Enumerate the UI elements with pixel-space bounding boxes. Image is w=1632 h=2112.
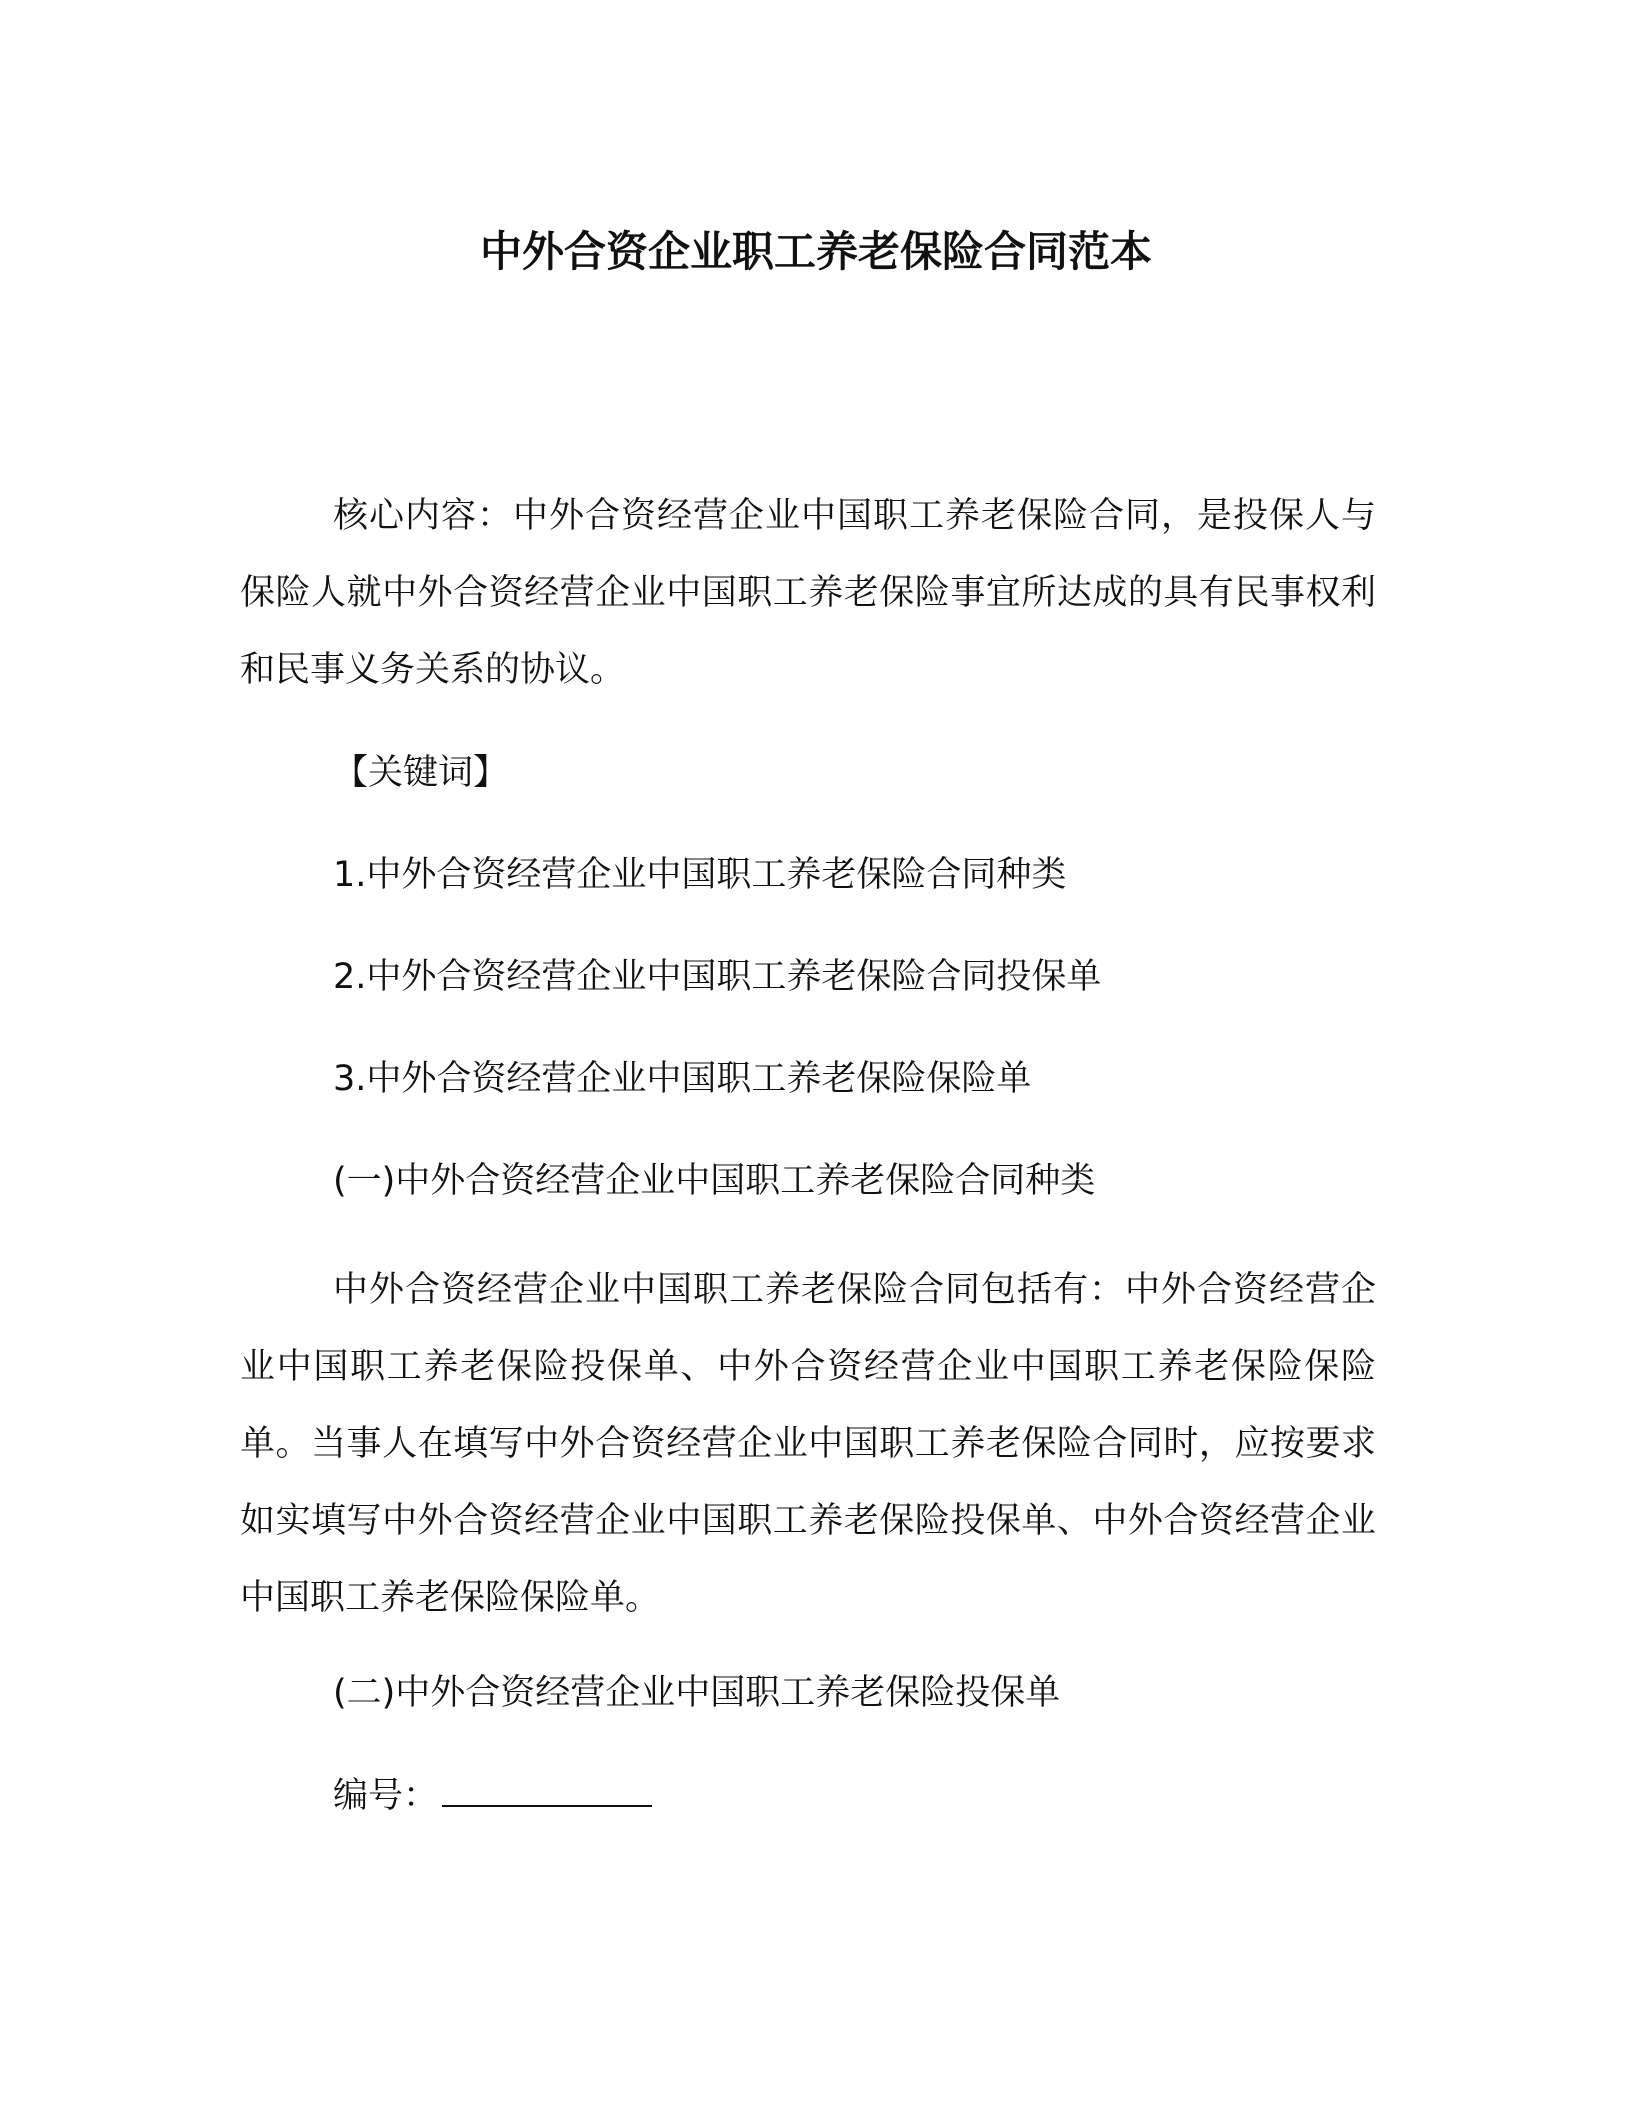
intro-paragraph: 核心内容：中外合资经营企业中国职工养老保险合同，是投保人与保险人就中外合资经营企业中国职工养老保险事宜所达成的具有民事权利和民事义务关系的协议。 [240, 496, 1376, 690]
number-blank-line [442, 1765, 652, 1807]
keywords-heading: 【关键词】 [333, 753, 509, 793]
number-label: 编号： [333, 1776, 439, 1816]
section-heading-2: (二)中外合资经营企业中国职工养老保险投保单 [333, 1673, 1061, 1713]
keyword-item-3: 3.中外合资经营企业中国职工养老保险保险单 [333, 1059, 1032, 1099]
section-heading-1: (一)中外合资经营企业中国职工养老保险合同种类 [333, 1161, 1096, 1201]
keyword-item-2: 2.中外合资经营企业中国职工养老保险合同投保单 [333, 957, 1102, 997]
document-title: 中外合资企业职工养老保险合同范本 [479, 227, 1152, 276]
section-1-body: 中外合资经营企业中国职工养老保险合同包括有：中外合资经营企业中国职工养老保险投保单、中外合资经营企业中国职工养老保险保险单。当事人在填写中外合资经营企业中国职工养老保险合同时，应按要求如实填写中外合资经营企业中国职工养老保险投保单、中外合资经营企业中国职工养老保险保险单。 [240, 1270, 1376, 1618]
number-field [333, 1765, 652, 1826]
keyword-item-1: 1.中外合资经营企业中国职工养老保险合同种类 [333, 855, 1067, 895]
